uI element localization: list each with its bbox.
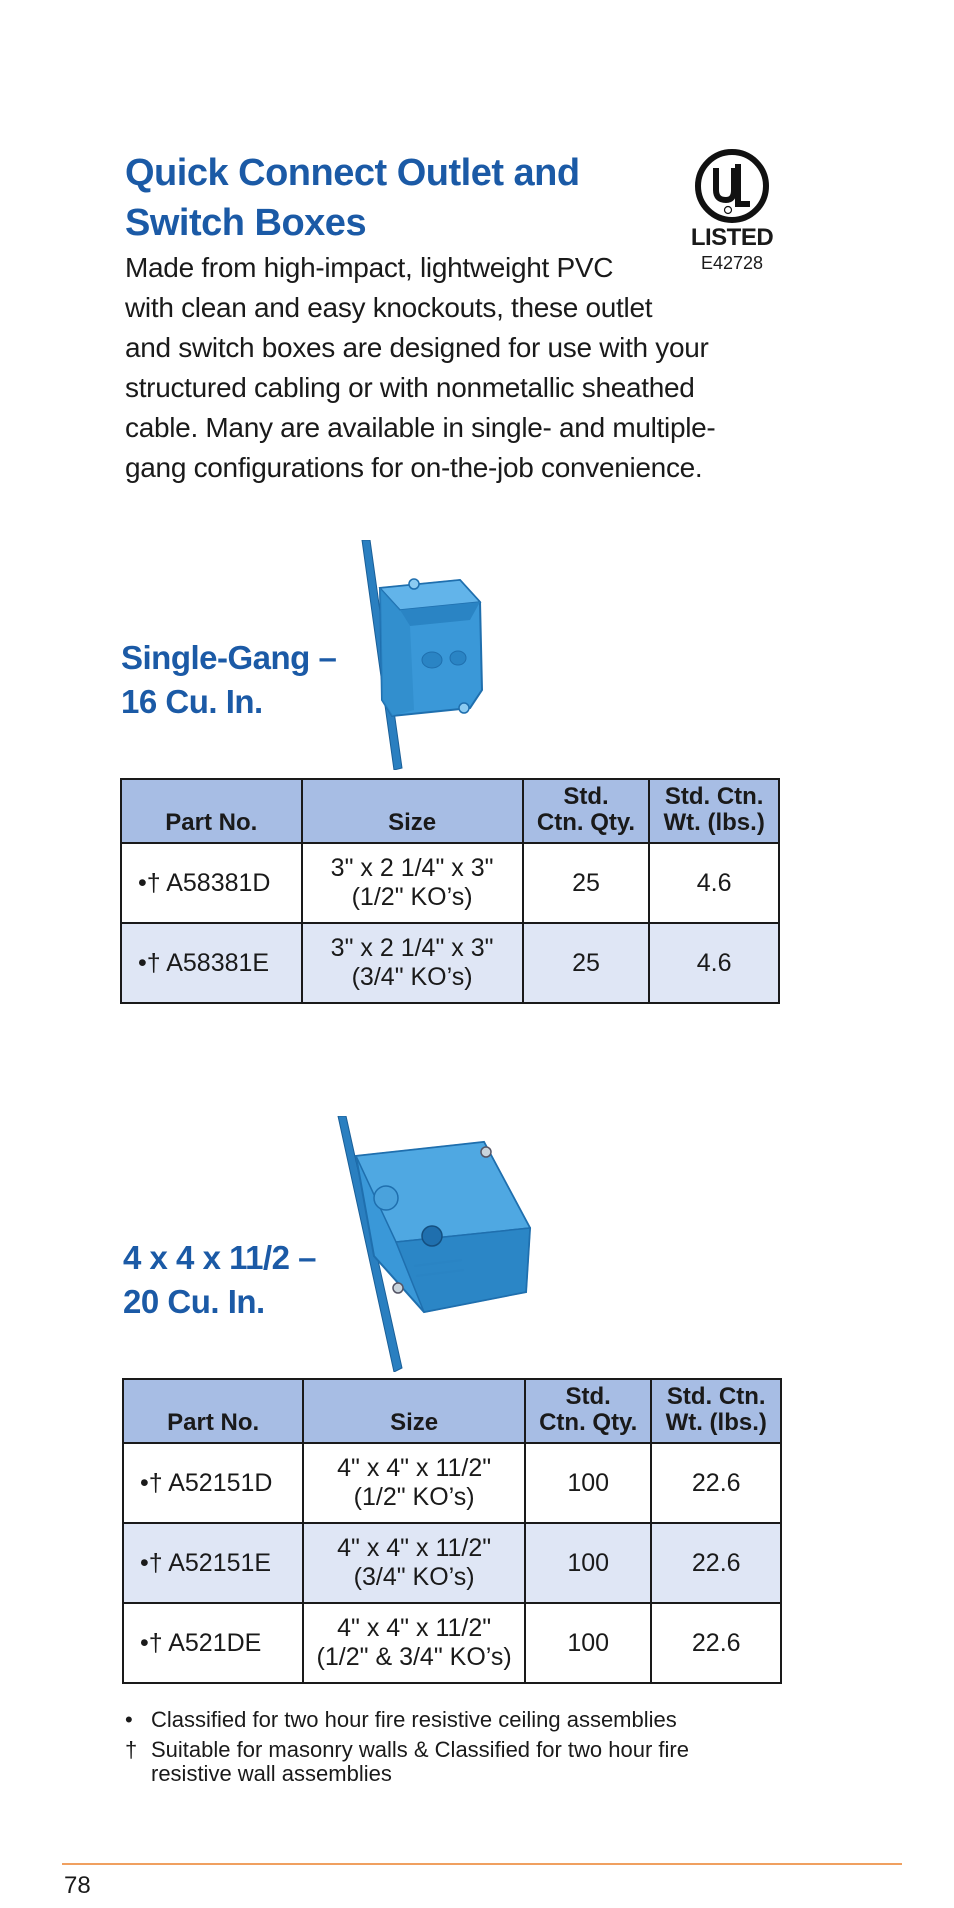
part-number-cell: •† A52151D [123, 1443, 303, 1523]
footnote-masonry-walls [125, 1738, 825, 1786]
page-number: 78 [64, 1872, 91, 1899]
ctn-qty-cell: 100 [525, 1603, 652, 1683]
ctn-qty-cell: 25 [523, 923, 650, 1003]
table-row [123, 1603, 781, 1683]
section-title-line-2: 16 Cu. In. [121, 683, 263, 720]
size-dimensions: 3" x 2 1/4" x 3" [330, 934, 494, 962]
section-title-line-2: 20 Cu. In. [123, 1283, 265, 1320]
column-header-ctn-qty [523, 779, 650, 843]
table-row [123, 1443, 781, 1523]
size-knockouts: (3/4" KO’s) [351, 963, 473, 991]
footnote-text [151, 1738, 689, 1786]
size-dimensions: 4" x 4" x 11/2" [337, 1454, 492, 1482]
column-header-ctn-weight [649, 779, 779, 843]
ul-file-number: E42728 [700, 253, 764, 273]
part-number-cell: •† A521DE [123, 1603, 303, 1683]
table-row [121, 843, 779, 923]
ul-listed-label: LISTED [690, 224, 774, 251]
size-cell [302, 843, 523, 923]
intro-line: gang configurations for on-the-job convenience. [125, 452, 703, 483]
single-gang-box-illustration [352, 540, 492, 770]
intro-line: Made from high-impact, lightweight PVC [125, 252, 614, 283]
column-header-size: Size [303, 1379, 525, 1443]
table-header-row [123, 1379, 781, 1443]
size-knockouts: (1/2" KO’s) [353, 1483, 475, 1511]
ctn-weight-cell: 22.6 [651, 1443, 781, 1523]
size-dimensions: 3" x 2 1/4" x 3" [330, 854, 494, 882]
page-title [125, 148, 685, 248]
column-header-ctn-weight-line-2: Wt. (lbs.) [663, 809, 765, 836]
column-header-size: Size [302, 779, 523, 843]
section-title-line-1: 4 x 4 x 11/2 – [123, 1239, 317, 1276]
column-header-ctn-weight-line-1: Std. Ctn. [666, 1383, 766, 1410]
footnote-text-line-1: Suitable for masonry walls & Classified for two hour fire [151, 1737, 689, 1762]
page-title-line-2: Switch Boxes [125, 202, 367, 244]
four-by-four-box-illustration [334, 1116, 534, 1372]
footer-rule [62, 1863, 902, 1865]
size-cell [303, 1443, 525, 1523]
page-title-line-1: Quick Connect Outlet and [125, 152, 580, 194]
section-title-four-by-four [123, 1236, 316, 1324]
ctn-weight-cell: 22.6 [651, 1523, 781, 1603]
bullet-mark: • [125, 1707, 133, 1732]
size-knockouts: (3/4" KO’s) [353, 1563, 475, 1591]
dagger-mark: † [125, 1737, 138, 1762]
ctn-qty-cell: 100 [525, 1523, 652, 1603]
intro-line: cable. Many are available in single- and multiple- [125, 412, 716, 443]
size-dimensions: 4" x 4" x 11/2" [337, 1614, 492, 1642]
column-header-ctn-qty [525, 1379, 652, 1443]
column-header-ctn-qty-line-1: Std. [563, 783, 609, 810]
ctn-weight-cell: 4.6 [649, 923, 779, 1003]
section-title-line-1: Single-Gang – [121, 639, 337, 676]
size-cell [302, 923, 523, 1003]
column-header-part-no: Part No. [123, 1379, 303, 1443]
ul-logo-icon [688, 148, 776, 224]
part-number-cell: •† A58381E [121, 923, 302, 1003]
table-row [123, 1523, 781, 1603]
ctn-weight-cell: 22.6 [651, 1603, 781, 1683]
single-gang-spec-table [120, 778, 780, 1004]
intro-paragraph [125, 248, 765, 488]
part-number-cell: •† A58381D [121, 843, 302, 923]
intro-line: and switch boxes are designed for use with your [125, 332, 709, 363]
table-header-row [121, 779, 779, 843]
four-by-four-spec-table [122, 1378, 782, 1684]
size-knockouts: (1/2" & 3/4" KO’s) [316, 1643, 512, 1671]
ctn-weight-cell: 4.6 [649, 843, 779, 923]
column-header-part-no: Part No. [121, 779, 302, 843]
section-title-single-gang [121, 636, 336, 724]
footnote-text: Classified for two hour fire resistive ceiling assemblies [151, 1707, 677, 1732]
intro-line: with clean and easy knockouts, these outlet [125, 292, 653, 323]
size-knockouts: (1/2" KO’s) [351, 883, 473, 911]
column-header-ctn-qty-line-1: Std. [565, 1383, 611, 1410]
column-header-ctn-weight [651, 1379, 781, 1443]
ctn-qty-cell: 25 [523, 843, 650, 923]
size-dimensions: 4" x 4" x 11/2" [337, 1534, 492, 1562]
size-cell [303, 1523, 525, 1603]
part-number-cell: •† A52151E [123, 1523, 303, 1603]
ctn-qty-cell: 100 [525, 1443, 652, 1523]
single-gang-box-image [352, 540, 492, 775]
size-cell [303, 1603, 525, 1683]
table-row [121, 923, 779, 1003]
footnote-fire-ceiling [125, 1708, 825, 1732]
footnotes [125, 1708, 825, 1792]
column-header-ctn-qty-line-2: Ctn. Qty. [536, 809, 636, 836]
four-by-four-box-image [334, 1116, 534, 1377]
intro-line: structured cabling or with nonmetallic sheathed [125, 372, 695, 403]
column-header-ctn-qty-line-2: Ctn. Qty. [539, 1409, 638, 1436]
column-header-ctn-weight-line-2: Wt. (lbs.) [665, 1409, 767, 1436]
column-header-ctn-weight-line-1: Std. Ctn. [664, 783, 764, 810]
footnote-text-line-2: resistive wall assemblies [151, 1761, 392, 1786]
